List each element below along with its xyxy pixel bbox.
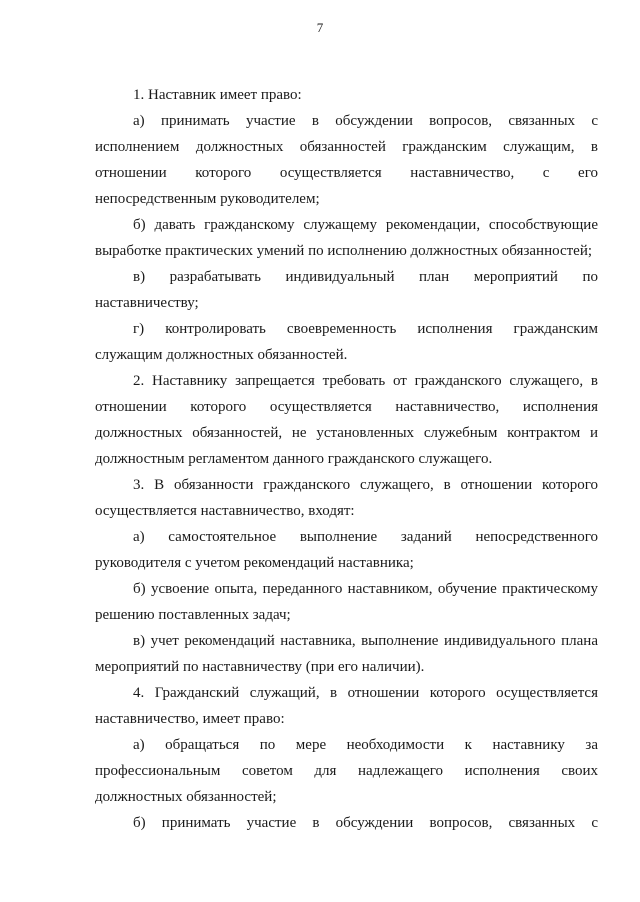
paragraph-1a: а) принимать участие в обсуждении вопросов, связанных с исполнением должностных обязанностей гражданским служащим, в отношении которого осуществляется наставничество, с его непосредственным руководителем; xyxy=(95,113,598,207)
paragraph-2: 2. Наставнику запрещается требовать от гражданского служащего, в отношении которого осуществляется наставничество, исполнения должностных обязанностей, не установленных служебным контрактом и должностным регламентом данного гражданского служащего. xyxy=(95,373,598,467)
paragraph-1: 1. Наставник имеет право: xyxy=(133,87,302,103)
paragraph-4: 4. Гражданский служащий, в отношении которого осуществляется наставничество, имеет право: xyxy=(95,685,598,727)
paragraph-3b: б) усвоение опыта, переданного наставником, обучение практическому решению поставленных задач; xyxy=(95,581,598,623)
paragraph-4a: а) обращаться по мере необходимости к наставнику за профессиональным советом для надлежащего исполнения своих должностных обязанностей; xyxy=(95,737,598,805)
page-number: 7 xyxy=(316,20,324,35)
paragraph-3c: в) учет рекомендаций наставника, выполнение индивидуального плана мероприятий по наставничеству (при его наличии). xyxy=(95,633,598,675)
paragraph-1b: б) давать гражданскому служащему рекомендации, способствующие выработке практических умений по исполнению должностных обязанностей; xyxy=(95,217,598,259)
paragraph-3a: а) самостоятельное выполнение заданий непосредственного руководителя с учетом рекомендаций наставника; xyxy=(95,529,598,571)
paragraph-4b: б) принимать участие в обсуждении вопросов, связанных с xyxy=(133,815,598,831)
paragraph-1d: г) контролировать своевременность исполнения гражданским служащим должностных обязанностей. xyxy=(95,321,598,363)
document-body xyxy=(95,82,598,836)
paragraph-1c: в) разрабатывать индивидуальный план мероприятий по наставничеству; xyxy=(95,269,598,311)
paragraph-3: 3. В обязанности гражданского служащего, в отношении которого осуществляется наставничество, входят: xyxy=(95,477,598,519)
